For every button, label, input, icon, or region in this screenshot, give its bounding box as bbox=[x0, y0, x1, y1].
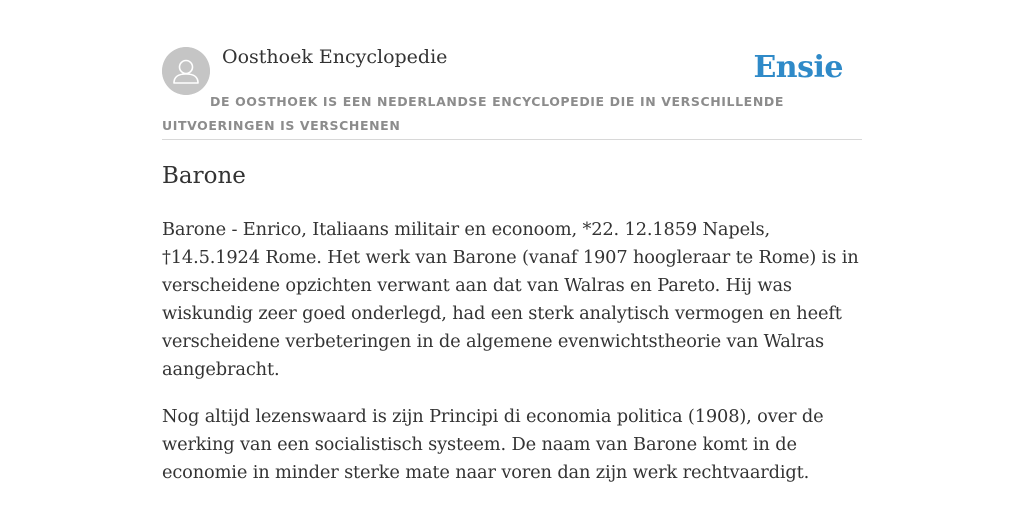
brand-logo[interactable]: Ensie bbox=[753, 50, 843, 85]
source-name-link[interactable]: Oosthoek Encyclopedie bbox=[222, 46, 448, 68]
source-header bbox=[162, 0, 862, 140]
user-avatar-icon bbox=[162, 47, 210, 95]
page-container bbox=[162, 0, 862, 483]
article-body bbox=[162, 216, 862, 506]
source-tagline: DE OOSTHOEK IS EEN NEDERLANDSE ENCYCLOPEDIE DIE IN VERSCHILLENDE UITVOERINGEN IS VERSCHENEN bbox=[162, 94, 784, 133]
article-paragraph: Barone - Enrico, Italiaans militair en econoom, *22. 12.1859 Napels, †14.5.1924 Rome. Het werk van Barone (vanaf 1907 hoogleraar te Rome) is in verscheidene opzichten verwant aan dat van Walras en Pareto. Hij was wiskundig zeer goed onderlegd, had een sterk analytisch vermogen en heeft verscheidene verbeteringen in de algemene evenwichtstheorie van Walras aangebracht. bbox=[162, 219, 859, 380]
article-paragraph: Nog altijd lezenswaard is zijn Principi di economia politica (1908), over de werking van een socialistisch systeem. De naam van Barone komt in de economie in minder sterke mate naar voren dan zijn werk rechtvaardigt. bbox=[162, 406, 824, 483]
article-title: Barone bbox=[162, 163, 246, 189]
